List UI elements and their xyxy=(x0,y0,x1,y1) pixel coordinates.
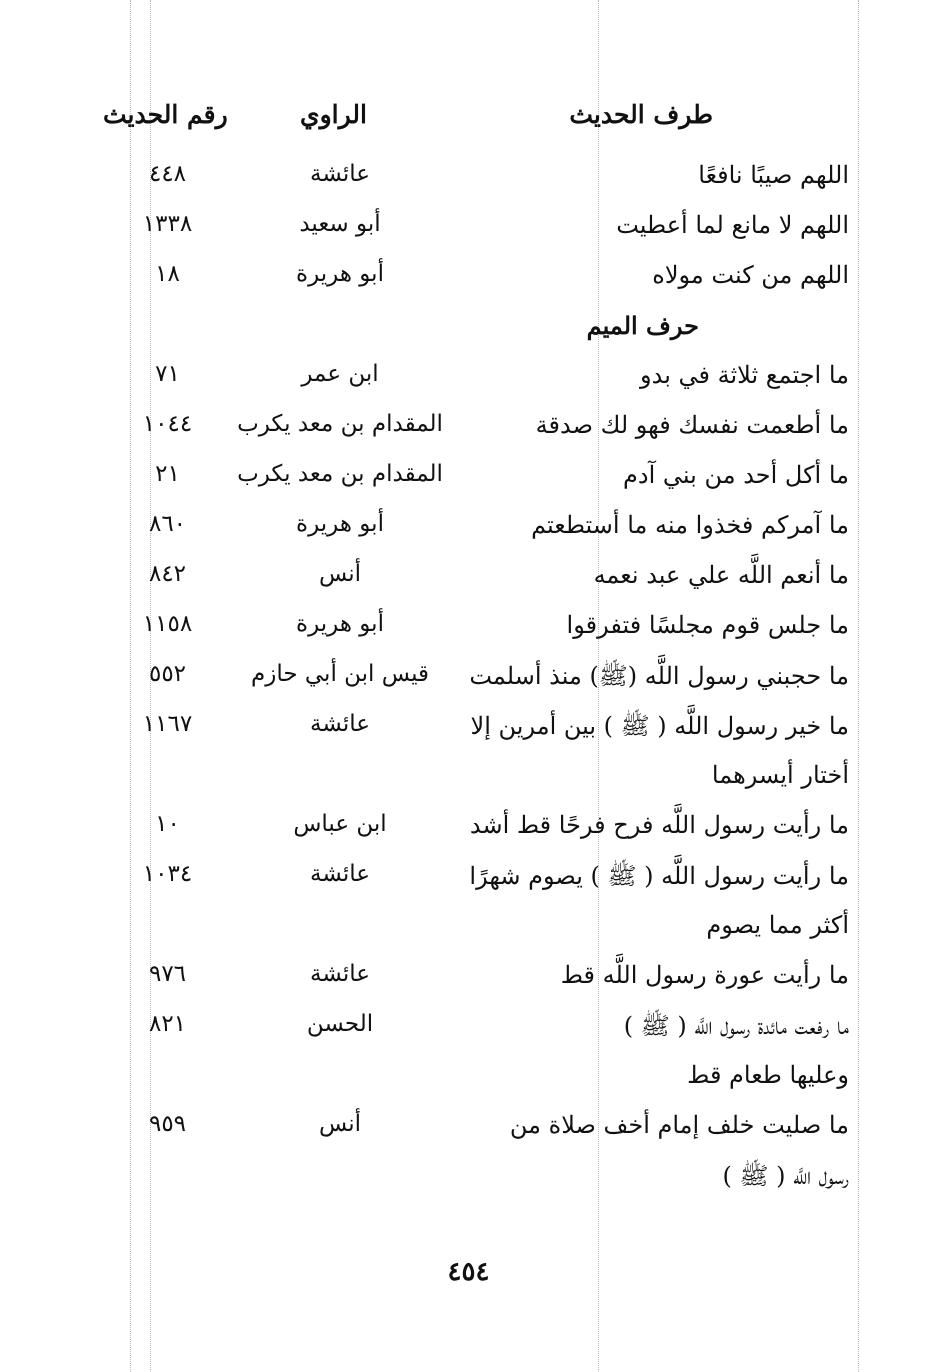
hadith-number: ٢١ xyxy=(155,461,180,487)
header-number: رقم الحديث xyxy=(103,100,228,129)
narrator-name: ابن عمر xyxy=(301,361,379,387)
hadith-number: ١٠٤٤ xyxy=(142,411,193,437)
table-row-continuation xyxy=(0,902,937,952)
table-row xyxy=(0,1002,937,1052)
table-row-continuation xyxy=(0,1052,937,1102)
narrator-name: عائشة xyxy=(310,861,370,887)
table-row xyxy=(0,952,937,1002)
table-row-continuation xyxy=(0,1152,937,1202)
narrator-name: أنس xyxy=(318,561,362,587)
table-row xyxy=(0,702,937,752)
narrator-name: قيس ابن أبي حازم xyxy=(250,661,430,687)
hadith-text: ما رأيت رسول اللَّه فرح فرحًا قط أشد xyxy=(469,811,849,839)
narrator-name: المقدام بن معد يكرب xyxy=(237,411,443,437)
hadith-text: ما جلس قوم مجلسًا فتفرقوا xyxy=(566,611,849,639)
hadith-text: ما رفعت مائدة رسول اللَّه ( ﷺ ) xyxy=(623,1012,849,1040)
hadith-text: ما صليت خلف إمام أخف صلاة من xyxy=(509,1111,849,1139)
hadith-text: اللهم من كنت مولاه xyxy=(652,261,849,289)
table-row xyxy=(0,602,937,652)
narrator-name: أبو سعيد xyxy=(299,211,381,237)
table-row xyxy=(0,552,937,602)
hadith-text: أكثر مما يصوم xyxy=(706,911,849,939)
hadith-number: ١٠ xyxy=(155,811,180,837)
hadith-number: ٩٧٦ xyxy=(148,961,187,987)
hadith-number: ١٠٣٤ xyxy=(142,861,193,887)
section-title: حرف الميم xyxy=(586,311,699,340)
hadith-text: أختار أيسرهما xyxy=(711,761,849,789)
table-row xyxy=(0,202,937,252)
hadith-text: ما آمركم فخذوا منه ما أستطعتم xyxy=(531,511,849,539)
table-row xyxy=(0,452,937,502)
table-row xyxy=(0,352,937,402)
narrator-name: المقدام بن معد يكرب xyxy=(237,461,443,487)
table-row xyxy=(0,252,937,302)
hadith-number: ٨٢١ xyxy=(148,1011,187,1037)
narrator-name: أبو هريرة xyxy=(296,511,384,537)
hadith-text: ما رأيت رسول اللَّه ( ﷺ ) يصوم شهرًا xyxy=(469,862,849,890)
narrator-name: عائشة xyxy=(310,961,370,987)
hadith-number: ٤٤٨ xyxy=(148,161,187,187)
section-heading xyxy=(0,302,937,352)
hadith-text: ما أنعم اللَّه علي عبد نعمه xyxy=(593,561,849,589)
table-row xyxy=(0,852,937,902)
hadith-text: اللهم لا مانع لما أعطيت xyxy=(616,211,849,239)
header-hadith: طرف الحديث xyxy=(569,100,713,129)
header-narrator: الراوي xyxy=(300,100,367,129)
hadith-text: وعليها طعام قط xyxy=(687,1061,849,1089)
table-row xyxy=(0,502,937,552)
table-row xyxy=(0,152,937,202)
narrator-name: أنس xyxy=(318,1111,362,1137)
hadith-number: ٩٥٩ xyxy=(148,1111,187,1137)
narrator-name: عائشة xyxy=(310,161,370,187)
table-row xyxy=(0,1102,937,1152)
hadith-number: ٨٤٢ xyxy=(148,561,187,587)
hadith-text: ما خير رسول اللَّه ( ﷺ ) بين أمرين إلا xyxy=(470,712,849,740)
table-row-continuation xyxy=(0,752,937,802)
page-number: ٤٥٤ xyxy=(447,1257,490,1287)
hadith-text: ما أكل أحد من بني آدم xyxy=(623,461,849,489)
hadith-text: رسول اللَّه ( ﷺ ) xyxy=(722,1162,849,1190)
table-row xyxy=(0,802,937,852)
narrator-name: الحسن xyxy=(306,1011,374,1037)
hadith-number: ١٨ xyxy=(155,261,180,287)
hadith-text: ما رأيت عورة رسول اللَّه قط xyxy=(560,961,849,989)
narrator-name: أبو هريرة xyxy=(296,611,384,637)
table-row xyxy=(0,652,937,702)
narrator-name: ابن عباس xyxy=(293,811,387,837)
hadith-number: ١١٥٨ xyxy=(142,611,193,637)
hadith-text: ما اجتمع ثلاثة في بدو xyxy=(640,361,849,389)
narrator-name: أبو هريرة xyxy=(296,261,384,287)
narrator-name: عائشة xyxy=(310,711,370,737)
hadith-text: اللهم صيبًا نافعًا xyxy=(698,161,849,189)
hadith-text: ما حجبني رسول اللَّه (ﷺ) منذ أسلمت xyxy=(469,662,849,690)
table-row xyxy=(0,402,937,452)
hadith-number: ١١٦٧ xyxy=(142,711,193,737)
hadith-number: ١٣٣٨ xyxy=(142,211,193,237)
hadith-number: ٧١ xyxy=(155,361,180,387)
hadith-number: ٨٦٠ xyxy=(148,511,187,537)
hadith-number: ٥٥٢ xyxy=(148,661,187,687)
hadith-text: ما أطعمت نفسك فهو لك صدقة xyxy=(535,411,849,439)
